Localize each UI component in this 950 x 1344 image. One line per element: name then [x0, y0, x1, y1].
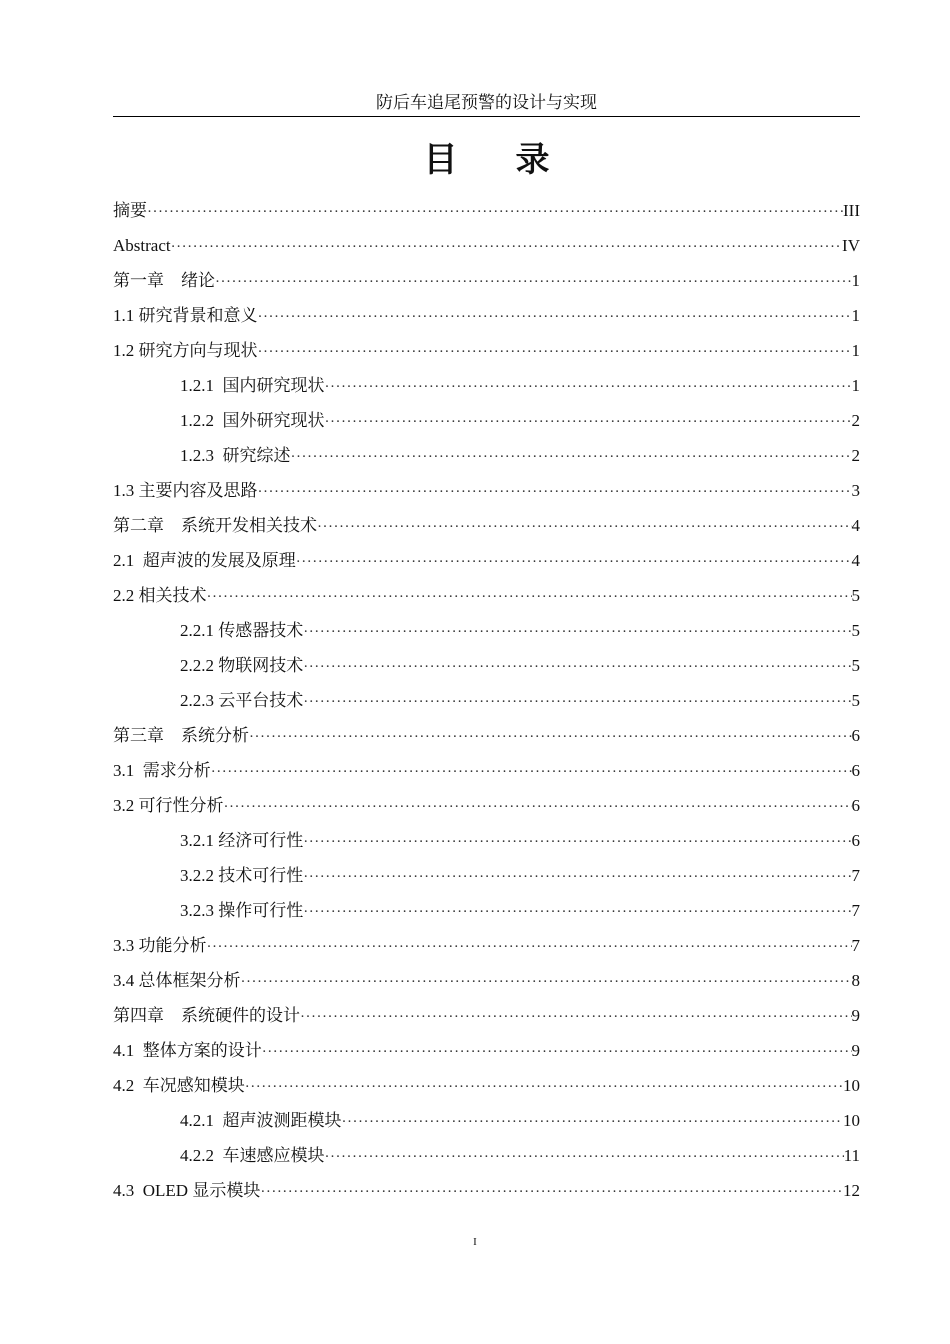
- toc-entry-label: 1.1 研究背景和意义: [113, 306, 258, 325]
- toc-entry-label: 3.2.3 操作可行性: [180, 901, 304, 920]
- toc-dot-leader: [296, 545, 852, 580]
- toc-entry[interactable]: [113, 788, 860, 823]
- toc-entry[interactable]: [113, 508, 860, 543]
- toc-entry-label: 摘要: [113, 201, 147, 220]
- toc-entry[interactable]: [113, 648, 860, 683]
- toc-entry-label: 2.2.1 传感器技术: [180, 621, 304, 640]
- toc-entry-label: 第二章 系统开发相关技术: [113, 516, 317, 535]
- toc-entry[interactable]: [113, 368, 860, 403]
- toc-dot-leader: [147, 195, 843, 230]
- toc-entry[interactable]: [113, 858, 860, 893]
- toc-entry-label: 2.2.2 物联网技术: [180, 656, 304, 675]
- toc-entry-label: 4.3 OLED 显示模块: [113, 1181, 261, 1200]
- toc-entry-page: III: [843, 201, 860, 220]
- toc-entry[interactable]: [113, 193, 860, 228]
- toc-entry-label: 2.2.3 云平台技术: [180, 691, 304, 710]
- title-char-1: 目: [423, 140, 458, 180]
- toc-entry-label: 1.2.2 国外研究现状: [180, 411, 325, 430]
- toc-entry-label: 1.2.3 研究综述: [180, 446, 291, 465]
- toc-entry-page: 11: [843, 1146, 860, 1165]
- toc-dot-leader: [303, 895, 851, 930]
- toc-entry-label: 1.2.1 国内研究现状: [180, 376, 325, 395]
- toc-dot-leader: [171, 230, 842, 265]
- toc-entry-label: 3.2.2 技术可行性: [180, 866, 304, 885]
- toc-dot-leader: [207, 930, 852, 965]
- toc-entry-page: 7: [851, 901, 860, 920]
- toc-dot-leader: [303, 650, 851, 685]
- toc-entry-label: 第一章 绪论: [113, 271, 215, 290]
- toc-dot-leader: [211, 755, 852, 790]
- toc-entry-label: 1.2 研究方向与现状: [113, 341, 258, 360]
- toc-entry-label: Abstract: [113, 236, 171, 255]
- toc-dot-leader: [241, 965, 852, 1000]
- toc-entry-page: 5: [851, 656, 860, 675]
- table-of-contents: [113, 193, 860, 1208]
- toc-dot-leader: [249, 720, 852, 755]
- toc-entry-page: 12: [843, 1181, 860, 1200]
- page-title: [113, 138, 860, 182]
- toc-dot-leader: [303, 860, 851, 895]
- toc-entry[interactable]: [113, 333, 860, 368]
- toc-entry[interactable]: [113, 963, 860, 998]
- toc-entry[interactable]: [113, 893, 860, 928]
- toc-dot-leader: [303, 615, 851, 650]
- toc-entry-page: 7: [851, 936, 860, 955]
- toc-entry[interactable]: [113, 543, 860, 578]
- toc-entry-page: 9: [851, 1006, 860, 1025]
- toc-entry[interactable]: [113, 228, 860, 263]
- toc-entry-page: 1: [851, 341, 860, 360]
- title-char-2: 录: [515, 140, 550, 180]
- toc-dot-leader: [215, 265, 852, 300]
- toc-entry[interactable]: [113, 1068, 860, 1103]
- toc-entry-label: 3.2.1 经济可行性: [180, 831, 304, 850]
- running-header: 防后车追尾预警的设计与实现: [113, 92, 860, 117]
- toc-entry-page: IV: [842, 236, 860, 255]
- toc-entry-label: 2.1 超声波的发展及原理: [113, 551, 296, 570]
- toc-entry-page: 4: [851, 551, 860, 570]
- toc-entry[interactable]: [113, 928, 860, 963]
- toc-entry[interactable]: [113, 578, 860, 613]
- toc-entry[interactable]: [113, 1138, 860, 1173]
- toc-entry[interactable]: [113, 998, 860, 1033]
- toc-entry-page: 9: [851, 1041, 860, 1060]
- toc-dot-leader: [262, 1035, 852, 1070]
- toc-entry[interactable]: [113, 1173, 860, 1208]
- toc-entry[interactable]: [113, 718, 860, 753]
- toc-entry-page: 10: [843, 1076, 860, 1095]
- toc-entry[interactable]: [113, 473, 860, 508]
- toc-dot-leader: [207, 580, 852, 615]
- toc-entry[interactable]: [113, 438, 860, 473]
- toc-dot-leader: [303, 685, 851, 720]
- toc-entry-label: 4.2 车况感知模块: [113, 1076, 245, 1095]
- toc-entry-page: 6: [851, 761, 860, 780]
- toc-dot-leader: [224, 790, 852, 825]
- toc-entry-page: 1: [851, 306, 860, 325]
- toc-dot-leader: [303, 825, 851, 860]
- toc-entry-page: 10: [843, 1111, 860, 1130]
- toc-entry-page: 6: [851, 796, 860, 815]
- toc-entry-label: 第三章 系统分析: [113, 726, 249, 745]
- toc-entry-page: 7: [851, 866, 860, 885]
- toc-entry-page: 5: [851, 691, 860, 710]
- toc-entry[interactable]: [113, 403, 860, 438]
- toc-entry-page: 1: [851, 271, 860, 290]
- toc-entry-label: 4.2.1 超声波测距模块: [180, 1111, 342, 1130]
- toc-entry-page: 5: [851, 586, 860, 605]
- toc-entry-page: 2: [851, 446, 860, 465]
- toc-entry-page: 3: [851, 481, 860, 500]
- toc-entry[interactable]: [113, 683, 860, 718]
- toc-entry-page: 6: [851, 726, 860, 745]
- toc-entry-page: 2: [851, 411, 860, 430]
- toc-dot-leader: [260, 1175, 843, 1210]
- toc-dot-leader: [291, 440, 852, 475]
- toc-entry[interactable]: [113, 613, 860, 648]
- toc-entry[interactable]: [113, 1103, 860, 1138]
- toc-entry[interactable]: [113, 263, 860, 298]
- toc-entry-label: 3.1 需求分析: [113, 761, 211, 780]
- toc-dot-leader: [325, 370, 852, 405]
- toc-entry[interactable]: [113, 298, 860, 333]
- toc-entry-page: 8: [851, 971, 860, 990]
- toc-dot-leader: [258, 300, 852, 335]
- toc-entry-label: 第四章 系统硬件的设计: [113, 1006, 300, 1025]
- toc-dot-leader: [325, 405, 852, 440]
- toc-entry[interactable]: [113, 1033, 860, 1068]
- toc-entry[interactable]: [113, 823, 860, 858]
- toc-dot-leader: [325, 1140, 844, 1175]
- page-number: I: [473, 1236, 477, 1248]
- toc-entry-label: 4.2.2 车速感应模块: [180, 1146, 325, 1165]
- toc-dot-leader: [342, 1105, 844, 1140]
- toc-dot-leader: [258, 335, 852, 370]
- toc-dot-leader: [245, 1070, 843, 1105]
- toc-entry-page: 1: [851, 376, 860, 395]
- toc-entry-label: 2.2 相关技术: [113, 586, 207, 605]
- toc-entry-label: 3.4 总体框架分析: [113, 971, 241, 990]
- toc-entry-label: 3.2 可行性分析: [113, 796, 224, 815]
- toc-entry[interactable]: [113, 753, 860, 788]
- toc-dot-leader: [258, 475, 852, 510]
- toc-dot-leader: [300, 1000, 852, 1035]
- toc-entry-label: 3.3 功能分析: [113, 936, 207, 955]
- toc-entry-label: 4.1 整体方案的设计: [113, 1041, 262, 1060]
- toc-entry-page: 4: [851, 516, 860, 535]
- toc-entry-label: 1.3 主要内容及思路: [113, 481, 258, 500]
- toc-entry-page: 5: [851, 621, 860, 640]
- toc-entry-page: 6: [851, 831, 860, 850]
- toc-dot-leader: [317, 510, 852, 545]
